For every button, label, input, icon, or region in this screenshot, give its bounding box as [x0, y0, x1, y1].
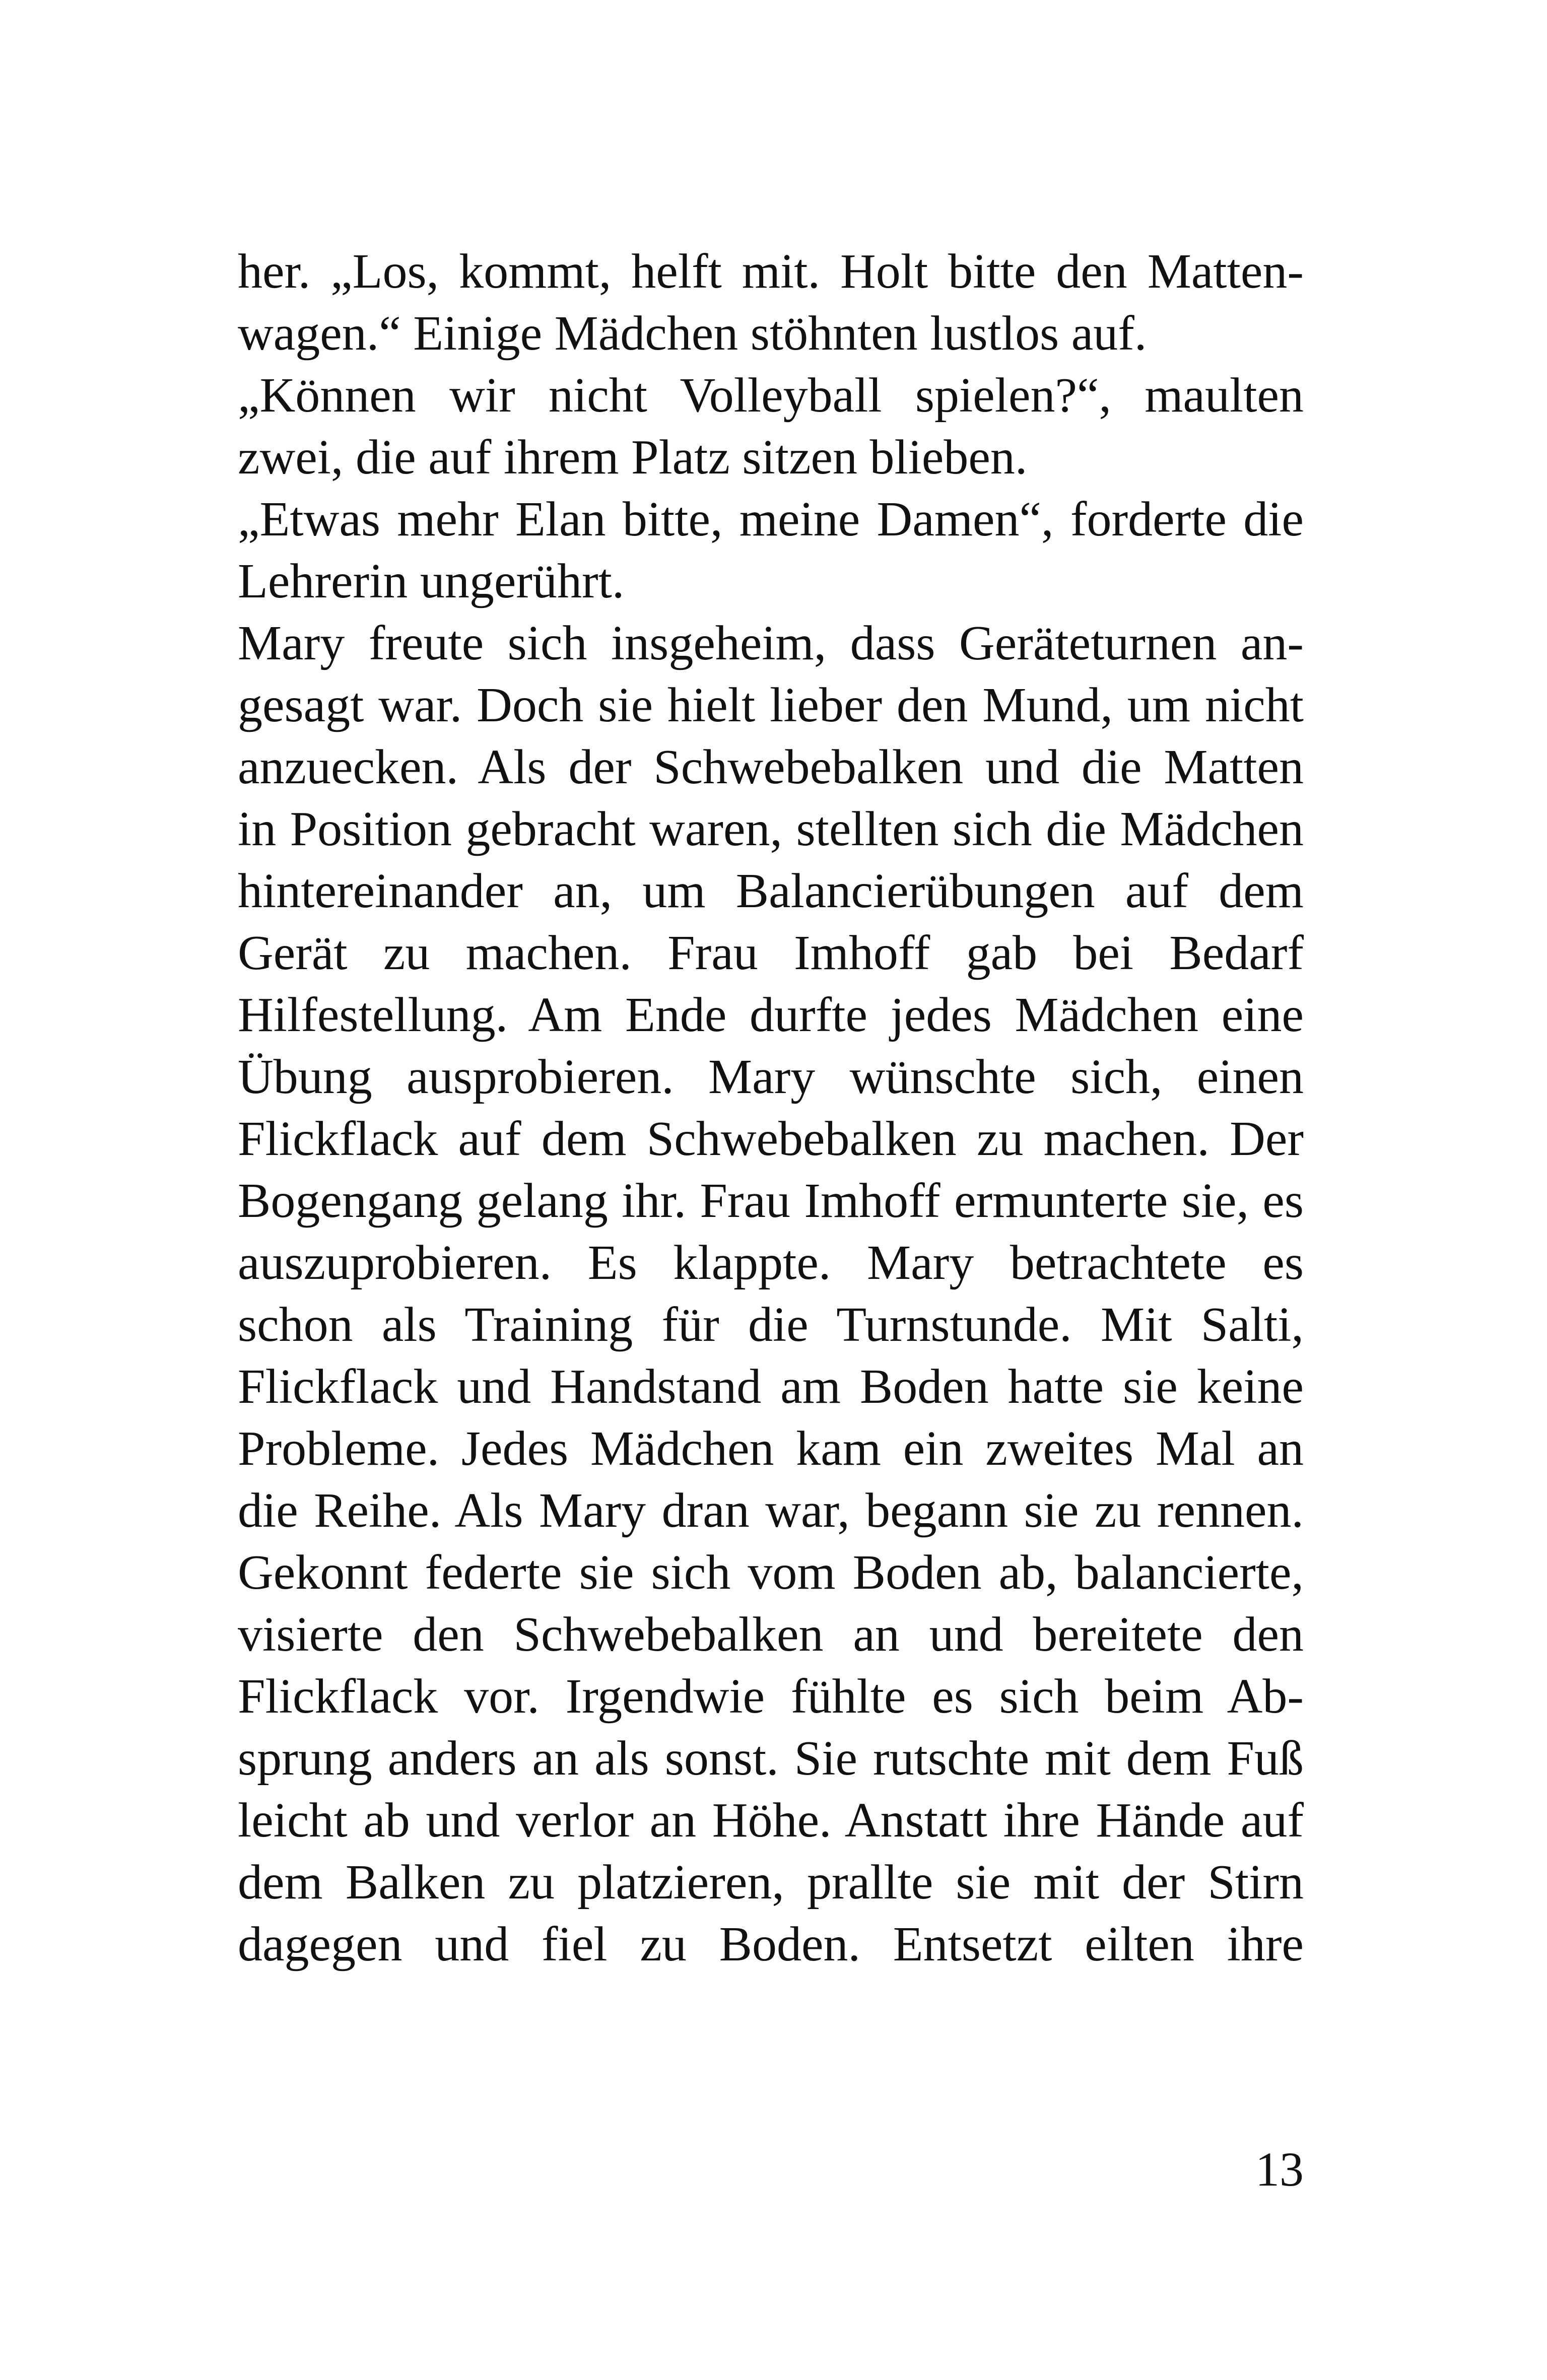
text-line: Gekonnt federte sie sich vom Boden ab, balancierte,: [238, 1545, 1304, 1600]
text-line: visierte den Schwebebalken an und bereitete den: [238, 1607, 1304, 1662]
text-line: Bogengang gelang ihr. Frau Imhoff ermunterte sie, es: [238, 1174, 1304, 1228]
text-line: Hilfestellung. Am Ende durfte jedes Mädchen eine: [238, 988, 1304, 1042]
text-line: in Position gebracht waren, stellten sich die Mädchen: [238, 802, 1304, 856]
text-line: Flickflack und Handstand am Boden hatte sie keine: [238, 1359, 1304, 1414]
text-line: „Etwas mehr Elan bitte, meine Damen“, forderte die: [238, 492, 1304, 547]
text-line: wagen.“ Einige Mädchen stöhnten lustlos auf.: [238, 306, 1147, 361]
text-line: Lehrerin ungerührt.: [238, 554, 625, 608]
text-line: sprung anders an als sonst. Sie rutschte mit dem Fuß: [238, 1731, 1304, 1786]
text-line: hintereinander an, um Balancierübungen auf dem: [238, 864, 1304, 918]
text-line: Übung ausprobieren. Mary wünschte sich, einen: [238, 1050, 1304, 1104]
text-line: Mary freute sich insgeheim, dass Geräteturnen an-: [238, 616, 1304, 670]
text-line: die Reihe. Als Mary dran war, begann sie zu rennen.: [238, 1483, 1304, 1538]
text-line: anzuecken. Als der Schwebebalken und die Matten: [238, 740, 1304, 794]
text-line: „Können wir nicht Volleyball spielen?“, maulten: [238, 368, 1304, 423]
text-line: zwei, die auf ihrem Platz sitzen blieben.: [238, 430, 1028, 485]
body-text: [238, 241, 1304, 1976]
page-number: 13: [1255, 2142, 1304, 2196]
text-line: schon als Training für die Turnstunde. Mit Salti,: [238, 1298, 1304, 1352]
text-line: her. „Los, kommt, helft mit. Holt bitte den Matten-: [238, 244, 1304, 299]
text-line: leicht ab und verlor an Höhe. Anstatt ihre Hände auf: [238, 1793, 1304, 1848]
text-line: gesagt war. Doch sie hielt lieber den Mund, um nicht: [238, 678, 1304, 732]
text-line: Probleme. Jedes Mädchen kam ein zweites Mal an: [238, 1421, 1304, 1476]
text-line: dem Balken zu platzieren, prallte sie mit der Stirn: [238, 1855, 1304, 1910]
text-line: dagegen und fiel zu Boden. Entsetzt eilten ihre: [238, 1917, 1304, 1971]
text-line: Gerät zu machen. Frau Imhoff gab bei Bedarf: [238, 926, 1304, 980]
text-line: Flickflack vor. Irgendwie fühlte es sich beim Ab-: [238, 1669, 1304, 1724]
text-line: Flickflack auf dem Schwebebalken zu machen. Der: [238, 1112, 1304, 1166]
text-line: auszuprobieren. Es klappte. Mary betrachtete es: [238, 1236, 1304, 1290]
